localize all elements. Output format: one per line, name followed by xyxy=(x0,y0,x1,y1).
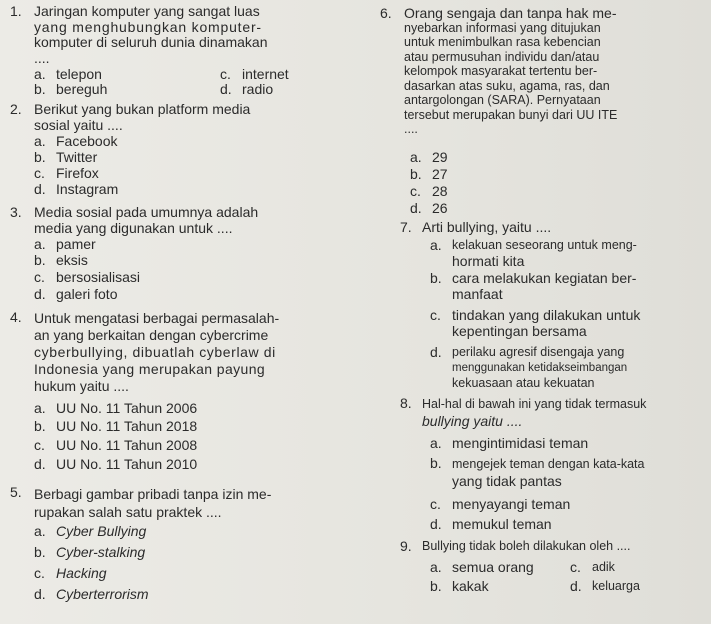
option-text: galeri foto xyxy=(56,286,118,302)
option-text-line: tindakan yang dilakukan untuk xyxy=(452,307,641,323)
question-text-line: rupakan salah satu praktek .... xyxy=(34,504,222,520)
option-text: UU No. 11 Tahun 2006 xyxy=(56,400,198,416)
option-9b[interactable] xyxy=(430,578,489,595)
option-text-line: kekuasaan atau kekuatan xyxy=(452,376,595,390)
option-text: kakak xyxy=(452,578,489,594)
question-text-line: Orang sengaja dan tanpa hak me- xyxy=(404,5,617,21)
option-letter: a. xyxy=(430,435,442,451)
option-letter: a. xyxy=(34,400,46,416)
option-text: 28 xyxy=(432,183,448,199)
option-letter: c. xyxy=(34,165,45,181)
option-text: 29 xyxy=(432,149,448,165)
question-number: 2. xyxy=(10,101,22,117)
option-5a[interactable] xyxy=(34,523,147,540)
option-4b[interactable] xyxy=(34,418,198,435)
option-6b[interactable] xyxy=(410,166,448,183)
option-letter: c. xyxy=(430,496,441,512)
question-text-line: tersebut merupakan bunyi dari UU ITE xyxy=(404,107,618,122)
option-3b[interactable] xyxy=(34,252,88,269)
option-3a[interactable] xyxy=(34,236,96,253)
option-7a[interactable] xyxy=(430,237,637,269)
option-text: Cyber Bullying xyxy=(56,523,147,539)
question-text-line: antargolongan (SARA). Pernyataan xyxy=(404,93,601,107)
question-text-line: komputer di seluruh dunia dinamakan xyxy=(34,34,268,50)
option-2c[interactable] xyxy=(34,165,99,182)
option-text: Instagram xyxy=(56,181,119,197)
question-text-line: nyebarkan informasi yang ditujukan xyxy=(404,20,601,35)
option-text: UU No. 11 Tahun 2010 xyxy=(56,456,198,472)
option-text: Hacking xyxy=(56,565,107,581)
option-text-line: memukul teman xyxy=(452,516,552,532)
option-text: Facebook xyxy=(56,133,118,149)
option-8d[interactable] xyxy=(430,516,552,533)
option-7c[interactable] xyxy=(430,307,641,339)
option-7d[interactable] xyxy=(430,344,628,390)
option-text: bereguh xyxy=(56,81,108,97)
option-letter: a. xyxy=(34,523,46,539)
option-6c[interactable] xyxy=(410,183,448,200)
option-letter: b. xyxy=(430,270,442,286)
question-number: 6. xyxy=(380,5,392,21)
option-letter: b. xyxy=(34,544,46,560)
question-text-line: cyberbullying, dibuatlah cyberlaw di xyxy=(34,344,276,360)
option-letter: d. xyxy=(220,81,232,97)
option-4d[interactable] xyxy=(34,456,198,473)
option-letter: d. xyxy=(430,344,442,360)
option-4c[interactable] xyxy=(34,437,198,454)
option-text: Twitter xyxy=(56,149,98,165)
question-text-line: dasarkan atas suku, agama, ras, dan xyxy=(404,78,610,93)
option-letter: b. xyxy=(34,418,46,434)
option-text-line: manfaat xyxy=(452,285,503,302)
question-text-line: Jaringan komputer yang sangat luas xyxy=(34,3,260,19)
option-2d[interactable] xyxy=(34,181,119,198)
question-text-line: .... xyxy=(404,122,418,136)
option-text: 27 xyxy=(432,166,448,182)
option-letter: c. xyxy=(34,437,45,453)
option-5c[interactable] xyxy=(34,565,107,582)
question-number: 3. xyxy=(10,204,22,220)
option-8b[interactable] xyxy=(430,455,645,489)
option-6a[interactable] xyxy=(410,149,448,166)
option-text-line: kepentingan bersama xyxy=(452,322,587,339)
option-text-line: menggunakan ketidakseimbangan xyxy=(452,361,628,374)
option-text: Firefox xyxy=(56,165,99,181)
option-8c[interactable] xyxy=(430,496,571,513)
option-text: telepon xyxy=(56,66,102,82)
option-text: keluarga xyxy=(592,579,640,593)
question-text-line: an yang berkaitan dengan cybercrime xyxy=(34,327,269,343)
question-text-line: Untuk mengatasi berbagai permasalah- xyxy=(34,310,280,326)
option-letter: b. xyxy=(430,455,442,471)
option-9c[interactable] xyxy=(570,559,615,576)
question-text-line: Arti bullying, yaitu .... xyxy=(422,219,552,235)
option-letter: a. xyxy=(34,133,46,149)
option-letter: a. xyxy=(410,149,422,165)
option-letter: a. xyxy=(34,236,46,252)
option-letter: d. xyxy=(34,586,46,602)
question-text-line: bullying yaitu .... xyxy=(422,413,523,429)
question-text-line: hukum yaitu .... xyxy=(34,378,129,394)
option-3d[interactable] xyxy=(34,286,118,303)
option-letter: b. xyxy=(34,252,46,268)
option-letter: c. xyxy=(220,66,231,82)
question-text-line: Media sosial pada umumnya adalah xyxy=(34,204,259,220)
option-5d[interactable] xyxy=(34,586,149,603)
option-8a[interactable] xyxy=(430,435,589,452)
question-text-line: atau permusuhan individu dan/atau xyxy=(404,49,600,64)
option-letter: c. xyxy=(34,269,45,285)
option-text-line: hormati kita xyxy=(452,252,525,269)
question-number: 1. xyxy=(10,3,22,19)
question-text-line: Bullying tidak boleh dilakukan oleh .... xyxy=(422,539,631,553)
option-letter: d. xyxy=(34,456,46,472)
question-text-line: sosial yaitu .... xyxy=(34,116,123,133)
question-number: 9. xyxy=(400,538,412,554)
question-number: 5. xyxy=(10,484,22,500)
option-text: 26 xyxy=(432,200,448,216)
option-text: bersosialisasi xyxy=(56,269,141,285)
question-text-line: .... xyxy=(34,49,50,66)
question-text-line: Berikut yang bukan platform media xyxy=(34,101,251,117)
option-letter: d. xyxy=(34,286,46,302)
option-letter: c. xyxy=(34,565,45,581)
question-text-line: yang menghubungkan komputer- xyxy=(34,18,262,35)
option-1b[interactable] xyxy=(34,81,108,98)
option-text: adik xyxy=(592,560,615,574)
option-text: Cyberterrorism xyxy=(56,586,149,602)
option-text: UU No. 11 Tahun 2018 xyxy=(56,418,198,434)
option-text-line: mengejek teman dengan kata-kata xyxy=(452,457,645,471)
option-text-line: yang tidak pantas xyxy=(452,473,562,489)
question-text-line: media yang digunakan untuk .... xyxy=(34,219,233,236)
option-letter: b. xyxy=(34,149,46,165)
option-letter: d. xyxy=(410,200,422,216)
option-7b[interactable] xyxy=(430,270,637,302)
option-letter: c. xyxy=(430,307,441,323)
option-letter: c. xyxy=(410,183,421,199)
question-text-line: untuk menimbulkan rasa kebencian xyxy=(404,35,601,49)
option-text-line: menyayangi teman xyxy=(452,496,571,512)
option-2b[interactable] xyxy=(34,149,98,166)
option-letter: b. xyxy=(410,166,422,182)
question-text-line: Hal-hal di bawah ini yang tidak termasuk xyxy=(422,397,647,411)
question-text-line: Berbagi gambar pribadi tanpa izin me- xyxy=(34,486,272,502)
option-letter: a. xyxy=(430,559,442,575)
question-text-line: Indonesia yang merupakan payung xyxy=(34,361,266,377)
option-letter: d. xyxy=(570,578,582,594)
option-6d[interactable] xyxy=(410,200,448,217)
option-text-line: kelakuan seseorang untuk meng- xyxy=(452,238,637,252)
option-letter: d. xyxy=(430,516,442,532)
option-text-line: cara melakukan kegiatan ber- xyxy=(452,270,637,286)
option-9d[interactable] xyxy=(570,578,640,595)
option-1d[interactable] xyxy=(220,81,274,98)
option-4a[interactable] xyxy=(34,400,198,417)
option-2a[interactable] xyxy=(34,133,118,150)
option-5b[interactable] xyxy=(34,544,146,561)
option-letter: c. xyxy=(570,559,581,575)
option-text: internet xyxy=(242,66,289,82)
option-letter: d. xyxy=(34,181,46,197)
question-text-line: kelompok masyarakat tertentu ber- xyxy=(404,64,598,78)
option-text: Cyber-stalking xyxy=(56,544,146,560)
option-text-line: mengintimidasi teman xyxy=(452,435,589,451)
option-9a[interactable] xyxy=(430,559,534,576)
question-number: 8. xyxy=(400,395,412,411)
option-text: UU No. 11 Tahun 2008 xyxy=(56,437,198,453)
option-text: radio xyxy=(242,81,274,97)
option-letter: a. xyxy=(34,66,46,82)
option-text: pamer xyxy=(56,236,96,252)
option-text-line: perilaku agresif disengaja yang xyxy=(452,345,625,359)
option-letter: b. xyxy=(34,81,46,97)
option-letter: a. xyxy=(430,237,442,253)
option-text: eksis xyxy=(56,252,88,268)
option-letter: b. xyxy=(430,578,442,594)
question-number: 7. xyxy=(400,219,412,235)
option-text: semua orang xyxy=(452,559,534,575)
option-3c[interactable] xyxy=(34,269,141,286)
question-number: 4. xyxy=(10,309,22,325)
